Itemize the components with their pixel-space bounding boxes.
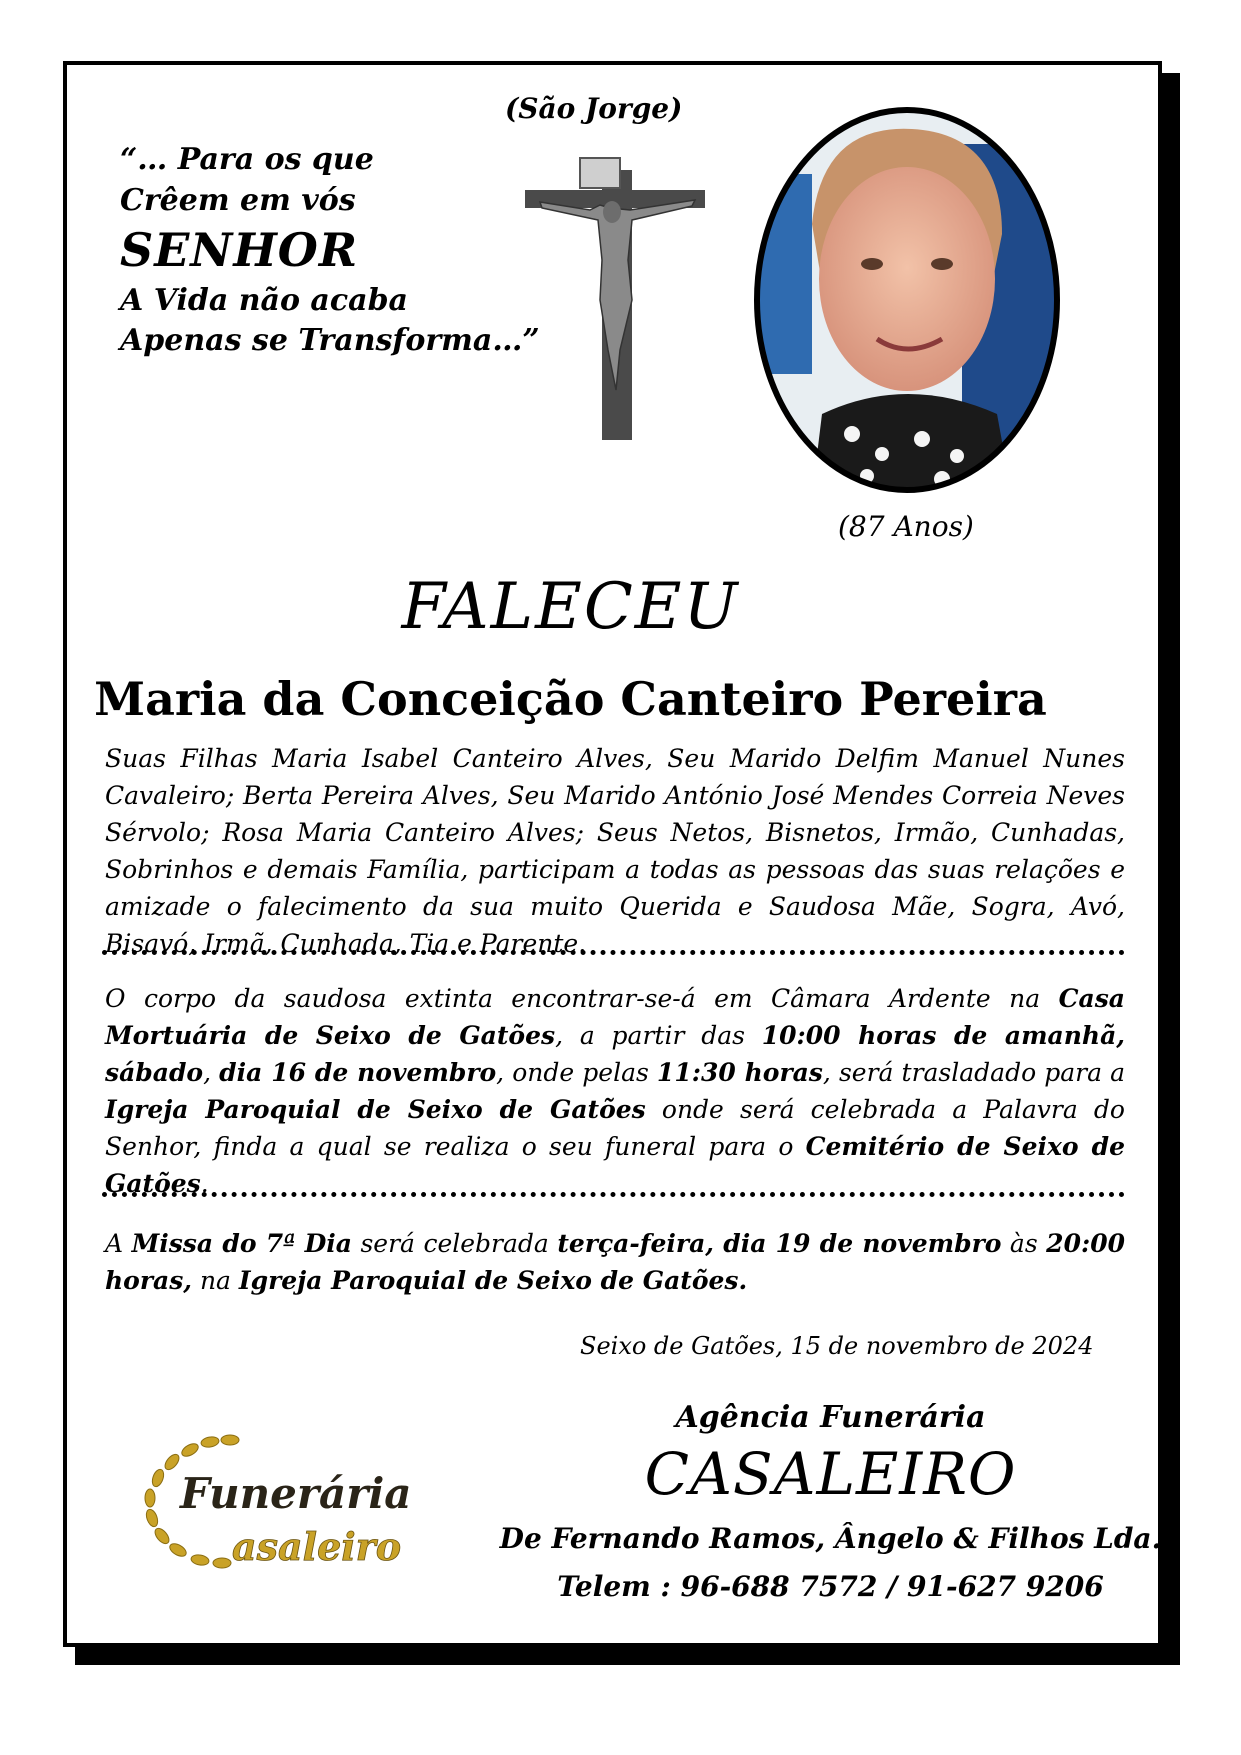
agency-phone: Telem : 96-688 7572 / 91-627 9206 [557,1570,1104,1603]
family-paragraph: Suas Filhas Maria Isabel Canteiro Alves, Seu Marido Delfim Manuel Nunes Cavaleiro; Berta Pereira Alves, Seu Marido António José Mendes Correia Neves Sérvolo; Rosa Maria Canteiro Alves; Seus Netos, Bisnetos, Irmão, Cunhadas, Sobrinhos e demais Família, participam a todas as pessoas das suas relações e amizade o falecimento da sua muito Querida e Saudosa Mãe, Sogra, Avó, Bisavó, Irmã, Cunhada, Tia e Parente. [105,744,1125,958]
date-place: Seixo de Gatões, 15 de novembro de 2024 [580,1332,1094,1360]
agency-owners: De Fernando Ramos, Ângelo & Filhos Lda. [499,1522,1162,1555]
death-heading: FALECEU [401,570,740,644]
agency-name: CASALEIRO [644,1440,1017,1508]
saint-caption: (São Jorge) [505,92,683,125]
age-caption: (87 Anos) [838,510,974,543]
agency-subtitle: Agência Funerária [675,1400,986,1435]
funeral-paragraph: O corpo da saudosa extinta encontrar-se-á em Câmara Ardente na Casa Mortuária de Seixo de Gatões, a partir das 10:00 horas de amanhã, sábado, dia 16 de novembro, onde pelas 11:30 horas, será trasladado para a Igreja Paroquial de Seixo de Gatões onde será celebrada a Palavra do Senhor, finda a qual se realiza o seu funeral para o Cemitério de Seixo de Gatões. [105,984,1125,1198]
crucifix-icon [520,150,710,440]
quote-line-2: Crêem em vós [120,182,356,218]
funeraria-casaleiro-logo [120,1420,440,1580]
quote-line-3: SENHOR [120,223,359,277]
quote-line-5: Apenas se Transforma…” [120,323,540,359]
dotted-divider [102,1192,1125,1197]
deceased-name: Maria da Conceição Canteiro Pereira [94,672,1047,726]
portrait-photo [752,104,1062,496]
mass-paragraph: A Missa do 7ª Dia será celebrada terça-feira, dia 19 de novembro às 20:00 horas, na Igreja Paroquial de Seixo de Gatões. [105,1229,1125,1295]
logo-text-2: asaleiro [232,1524,402,1569]
quote-line-1: “… Para os que [120,142,374,177]
quote-line-4: A Vida não acaba [120,282,408,318]
logo-text-1: Funerária [180,1469,412,1518]
quote-block [120,140,540,362]
dotted-divider [102,950,1125,955]
